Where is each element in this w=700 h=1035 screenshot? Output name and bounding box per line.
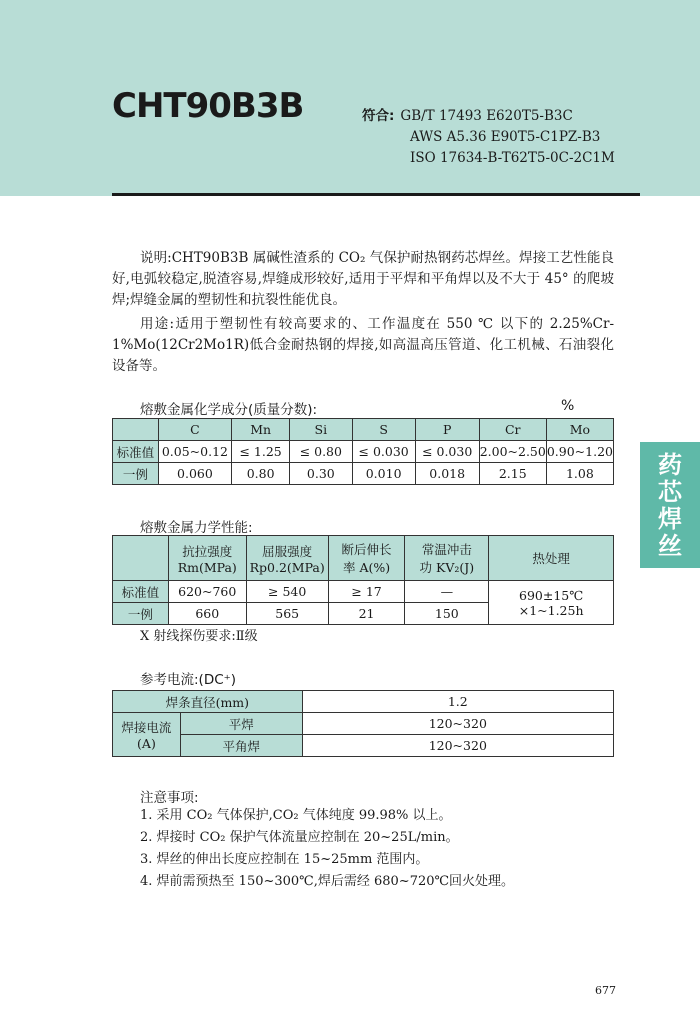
row-label: 标准值	[113, 441, 159, 463]
table-row	[113, 713, 614, 735]
mechanical-header-yield: 屈服强度 Rp0.2(MPa)	[246, 536, 328, 581]
mechanical-header-impact: 常温冲击 功 KV₂(J)	[405, 536, 489, 581]
table-cell: ≤ 0.030	[415, 441, 479, 463]
table-cell: ≤ 0.80	[290, 441, 353, 463]
chemical-header-cell: Mn	[232, 419, 290, 441]
table-cell: 565	[246, 603, 328, 625]
notes-heading: 注意事项:	[140, 790, 199, 806]
table-row	[113, 419, 614, 441]
heat-treatment-cell: 690±15℃ ×1~1.25h	[489, 581, 614, 625]
chemical-unit: %	[561, 398, 575, 414]
table-cell: 1.08	[546, 463, 613, 485]
fillet-label: 平角焊	[180, 735, 302, 757]
table-cell: —	[405, 581, 489, 603]
table-row	[113, 691, 614, 713]
table-cell: 0.30	[290, 463, 353, 485]
mechanical-table	[112, 535, 614, 625]
chemical-header-cell	[113, 419, 159, 441]
chemical-header-cell: C	[158, 419, 232, 441]
chemical-header-cell: P	[415, 419, 479, 441]
list-item: 2. 焊接时 CO₂ 保护气体流量应控制在 20~25L/min。	[140, 830, 459, 845]
standard-iso: ISO 17634-B-T62T5-0C-2C1M	[410, 150, 615, 166]
table-row	[113, 536, 614, 581]
mechanical-header-blank	[113, 536, 169, 581]
table-cell: 2.15	[479, 463, 546, 485]
table-cell: 0.80	[232, 463, 290, 485]
current-table	[112, 690, 614, 757]
row-label: 一例	[113, 603, 169, 625]
flat-value: 120~320	[302, 713, 613, 735]
table-cell: ≥ 540	[246, 581, 328, 603]
list-item: 3. 焊丝的伸出长度应控制在 15~25mm 范围内。	[140, 852, 429, 867]
description-paragraph: 说明:CHT90B3B 属碱性渣系的 CO₂ 气保护耐热钢药芯焊丝。焊接工艺性能良好,电弧较稳定,脱渣容易,焊缝成形较好,适用于平焊和平角焊以及不大于 45° 的爬坡焊;焊缝金属的塑韧性和抗裂性能优良。	[112, 250, 614, 308]
flat-label: 平焊	[180, 713, 302, 735]
side-tab-label: 药 芯 焊 丝	[658, 451, 682, 560]
table-cell: 0.018	[415, 463, 479, 485]
usage-paragraph: 用途:适用于塑韧性有较高要求的、工作温度在 550 ℃ 以下的 2.25%Cr-1%Mo(12Cr2Mo1R)低合金耐热钢的焊接,如高温高压管道、化工机械、石油裂化设备等。	[112, 316, 614, 374]
table-cell: 0.060	[158, 463, 232, 485]
table-row	[113, 441, 614, 463]
standards-block	[362, 106, 615, 169]
side-tab	[640, 442, 700, 568]
chemical-header-cell: Mo	[546, 419, 613, 441]
table-cell: ≤ 1.25	[232, 441, 290, 463]
chemical-header-cell: S	[352, 419, 415, 441]
current-heading: 参考电流:(DC⁺)	[140, 672, 237, 688]
table-row	[113, 463, 614, 485]
notes-list	[140, 805, 514, 893]
chemical-table	[112, 418, 614, 485]
row-label: 标准值	[113, 581, 169, 603]
current-group-label: 焊接电流 (A)	[113, 713, 181, 757]
standard-gb: GB/T 17493 E620T5-B3C	[400, 108, 573, 124]
chemical-header-cell: Si	[290, 419, 353, 441]
header-rule	[112, 193, 640, 196]
table-cell: 150	[405, 603, 489, 625]
row-label: 一例	[113, 463, 159, 485]
diameter-label: 焊条直径(mm)	[113, 691, 303, 713]
mechanical-header-heat: 热处理	[489, 536, 614, 581]
list-item: 1. 采用 CO₂ 气体保护,CO₂ 气体纯度 99.98% 以上。	[140, 808, 452, 823]
table-cell: 0.05~0.12	[158, 441, 232, 463]
standard-aws: AWS A5.36 E90T5-C1PZ-B3	[410, 129, 601, 145]
table-cell: ≥ 17	[328, 581, 405, 603]
mechanical-heading: 熔敷金属力学性能:	[140, 520, 253, 536]
table-cell: 0.90~1.20	[546, 441, 613, 463]
table-cell: ≤ 0.030	[352, 441, 415, 463]
table-cell: 620~760	[168, 581, 246, 603]
diameter-value: 1.2	[302, 691, 613, 713]
product-title: CHT90B3B	[112, 86, 304, 126]
chemical-heading: 熔敷金属化学成分(质量分数):	[140, 402, 318, 418]
table-cell: 660	[168, 603, 246, 625]
xray-requirement: X 射线探伤要求:Ⅱ级	[140, 629, 258, 644]
table-cell: 0.010	[352, 463, 415, 485]
fillet-value: 120~320	[302, 735, 613, 757]
page-number: 677	[595, 984, 616, 997]
table-row	[113, 581, 614, 603]
list-item: 4. 焊前需预热至 150~300℃,焊后需经 680~720℃回火处理。	[140, 874, 515, 889]
standard-label: 符合:	[362, 108, 395, 124]
chemical-header-cell: Cr	[479, 419, 546, 441]
mechanical-header-elongation: 断后伸长 率 A(%)	[328, 536, 405, 581]
table-cell: 2.00~2.50	[479, 441, 546, 463]
table-cell: 21	[328, 603, 405, 625]
table-row	[113, 735, 614, 757]
mechanical-header-tensile: 抗拉强度 Rm(MPa)	[168, 536, 246, 581]
